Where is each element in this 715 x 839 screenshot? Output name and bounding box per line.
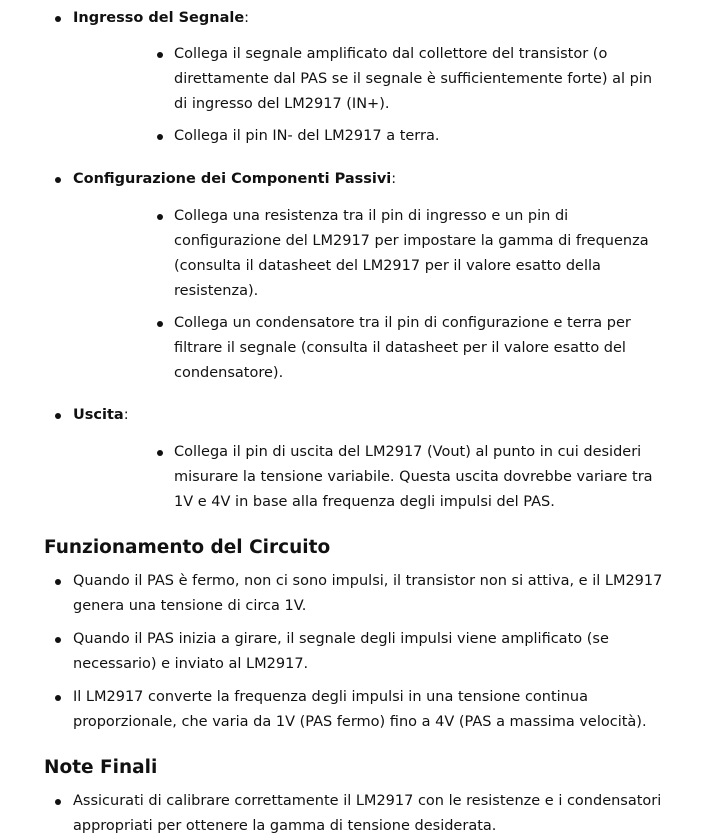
heading-funzionamento: Funzionamento del Circuito	[44, 537, 331, 558]
list-item: Collega un condensatore tra il pin di configurazione e terra per filtrare il segnale (consulta il datasheet per il valore esatto del condensatore).	[73, 311, 695, 386]
sublist-uscita	[73, 440, 695, 515]
list-item: Il LM2917 converte la frequenza degli impulsi in una tensione continua proporzionale, che varia da 1V (PAS fermo) fino a 4V (PAS a massima velocità).	[0, 685, 715, 735]
list-item: Collega il pin di uscita del LM2917 (Vout) al punto in cui desideri misurare la tensione variabile. Questa uscita dovrebbe variare tra 1V e 4V in base alla frequenza degli impulsi del PAS.	[73, 440, 695, 515]
section-colon: :	[391, 171, 397, 187]
connections-list	[0, 6, 715, 515]
funzionamento-list	[0, 569, 715, 735]
section-title-uscita: Uscita	[73, 407, 124, 423]
list-item-uscita	[0, 403, 715, 515]
heading-note-finali: Note Finali	[44, 757, 158, 778]
section-colon: :	[123, 407, 129, 423]
list-item: Collega una resistenza tra il pin di ingresso e un pin di configurazione del LM2917 per impostare la gamma di frequenza (consulta il datasheet del LM2917 per il valore esatto della resistenza).	[73, 204, 695, 304]
section-title-ingresso: Ingresso del Segnale	[73, 10, 245, 26]
sublist-componenti	[73, 204, 695, 386]
list-item: Collega il segnale amplificato dal collettore del transistor (o direttamente dal PAS se il segnale è sufficientemente forte) al pin di ingresso del LM2917 (IN+).	[73, 42, 695, 117]
list-item: Quando il PAS è fermo, non ci sono impulsi, il transistor non si attiva, e il LM2917 genera una tensione di circa 1V.	[0, 569, 715, 619]
list-item-componenti	[0, 167, 715, 386]
section-title-componenti: Configurazione dei Componenti Passivi	[73, 171, 392, 187]
section-colon: :	[244, 10, 250, 26]
list-item: Collega il pin IN- del LM2917 a terra.	[73, 124, 695, 149]
note-finali-list	[0, 789, 715, 839]
list-item-ingresso	[0, 6, 715, 149]
list-item: Assicurati di calibrare correttamente il LM2917 con le resistenze e i condensatori appropriati per ottenere la gamma di tensione desiderata.	[0, 789, 715, 839]
sublist-ingresso	[73, 42, 695, 149]
list-item: Quando il PAS inizia a girare, il segnale degli impulsi viene amplificato (se necessario) e inviato al LM2917.	[0, 627, 715, 677]
